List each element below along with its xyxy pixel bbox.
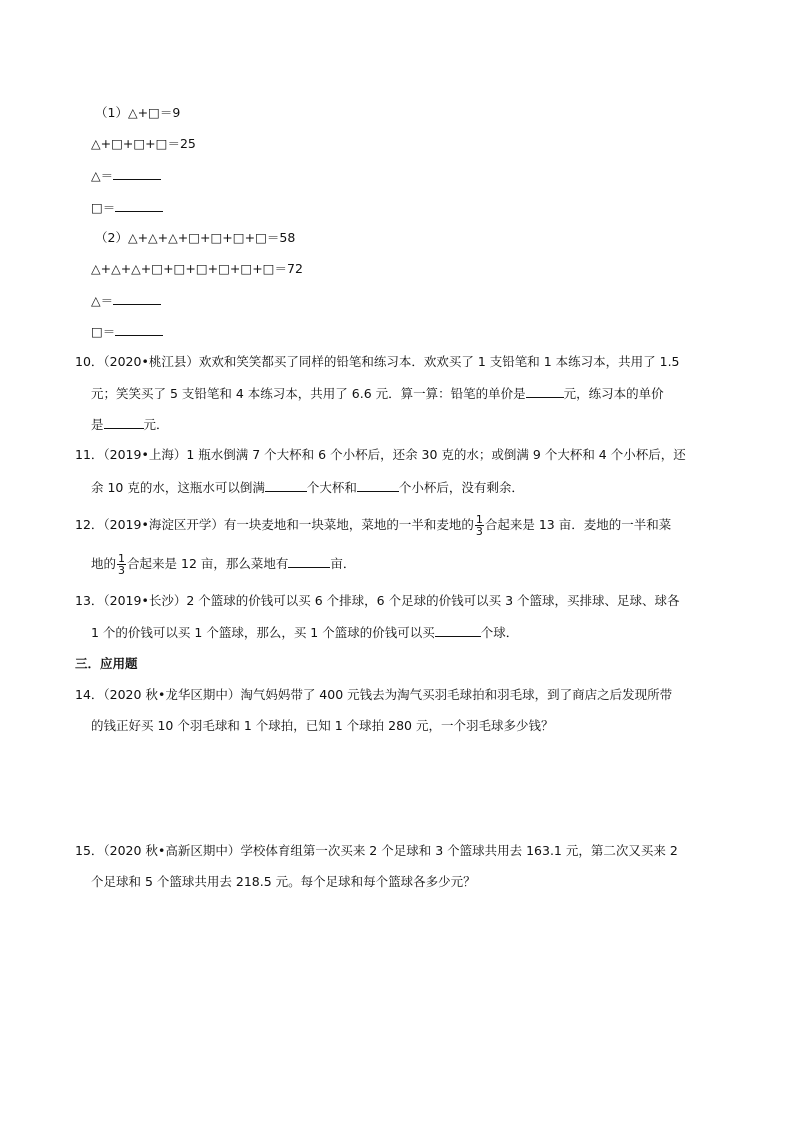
answer-blank[interactable] [288,555,330,568]
q12-line1-text: 12．（2019•海淀区开学）有一块麦地和一块菜地，菜地的一半和麦地的 [75,517,474,532]
q10-line1 [75,354,680,370]
q9-part1-square-answer [91,199,163,216]
section-heading-text: 三．应用题 [75,656,138,671]
q10-line2-tail: 元，练习本的单价 [563,386,664,401]
q12-line2-mid: 合起来是 12 亩，那么菜地有 [127,556,289,571]
answer-blank[interactable] [526,385,564,398]
fraction-denominator: 3 [475,525,483,538]
q13-line2-tail: 个球． [480,625,519,640]
q14-line1-text: 14．（2020 秋•龙华区期中）淘气妈妈带了 400 元钱去为淘气买羽毛球拍和羽毛球，到了商店之后发现所带 [75,687,673,702]
answer-blank[interactable] [115,199,163,212]
q9-part2-equation1 [95,230,295,246]
q11-line1-text: 11．（2019•上海）1 瓶水倒满 7 个大杯和 6 个小杯后，还余 30 克的水；或倒满 9 个大杯和 4 个小杯后，还 [75,447,686,462]
answer-blank[interactable] [104,416,144,429]
q10-line2-text: 元；笑笑买了 5 支铅笔和 4 本练习本，共用了 6.6 元．算一算：铅笔的单价是 [91,386,526,401]
q9-part2-square-label: □＝ [91,324,116,339]
q11-line2-text: 余 10 克的水，这瓶水可以倒满 [91,480,265,495]
q11-line1 [75,447,686,463]
q9-part2-square-answer [91,323,163,340]
q9-part1-equation2 [91,136,196,152]
q14-line2 [91,718,553,734]
fraction-one-third [117,553,126,576]
q12-line2 [91,553,355,576]
q11-line2-tail: 个小杯后，没有剩余． [398,480,524,495]
q13-line1 [75,593,680,609]
q10-line3 [91,416,169,433]
fraction-denominator: 3 [118,564,126,577]
q10-line3-text: 是 [91,417,104,432]
q15-line2 [91,874,476,890]
answer-blank[interactable] [265,479,307,492]
q11-line2-mid: 个大杯和 [306,480,357,495]
answer-blank[interactable] [357,479,399,492]
q11-line2 [91,479,524,496]
q10-line1-text: 10．（2020•桃江县）欢欢和笑笑都买了同样的铅笔和练习本．欢欢买了 1 支铅笔和 1 本练习本，共用了 1.5 [75,354,680,369]
answer-blank[interactable] [113,292,161,305]
answer-blank[interactable] [115,323,163,336]
section-heading [75,656,138,672]
q9-part1-triangle-label: △＝ [91,168,114,183]
q13-line1-text: 13．（2019•长沙）2 个篮球的价钱可以买 6 个排球，6 个足球的价钱可以买 3 个篮球，买排球、足球、球各 [75,593,680,608]
q9-part2-equation2 [91,261,303,277]
q9-part1-square-label: □＝ [91,200,116,215]
q13-line2 [91,624,518,641]
q9-part1-triangle-answer [91,167,161,184]
q15-line2-text: 个足球和 5 个篮球共用去 218.5 元。每个足球和每个篮球各多少元？ [91,874,476,889]
answer-blank[interactable] [435,624,481,637]
q9-part1-equation1 [95,105,180,121]
answer-blank[interactable] [113,167,161,180]
fraction-numerator: 1 [475,513,483,526]
fraction-numerator: 1 [118,552,126,565]
q12-line2-tail: 亩． [330,556,356,571]
q9-part2-triangle-answer [91,292,161,309]
q12-line2-text: 地的 [91,556,117,571]
q15-line1-text: 15．（2020 秋•高新区期中）学校体育组第一次买来 2 个足球和 3 个篮球共用去 163.1 元，第二次又买来 2 [75,843,678,858]
q12-line1-tail: 合起来是 13 亩．麦地的一半和菜 [484,517,672,532]
fraction-one-third [475,514,484,537]
q10-line3-tail: 元． [143,417,169,432]
q13-line2-text: 1 个的价钱可以买 1 个篮球，那么，买 1 个篮球的价钱可以买 [91,625,435,640]
q10-line2 [91,385,664,402]
q14-line1 [75,687,672,703]
q15-line1 [75,843,678,859]
q9-part1-equation2-text: △+□+□+□＝25 [91,136,196,151]
q12-line1 [75,514,671,537]
q9-part2-equation1-text: （2）△+△+△+□+□+□+□＝58 [95,230,296,245]
q14-line2-text: 的钱正好买 10 个羽毛球和 1 个球拍，已知 1 个球拍 280 元，一个羽毛球多少钱？ [91,718,554,733]
q9-part1-equation1-text: （1）△+□＝9 [95,105,181,120]
q9-part2-equation2-text: △+△+△+□+□+□+□+□+□＝72 [91,261,303,276]
q9-part2-triangle-label: △＝ [91,293,114,308]
